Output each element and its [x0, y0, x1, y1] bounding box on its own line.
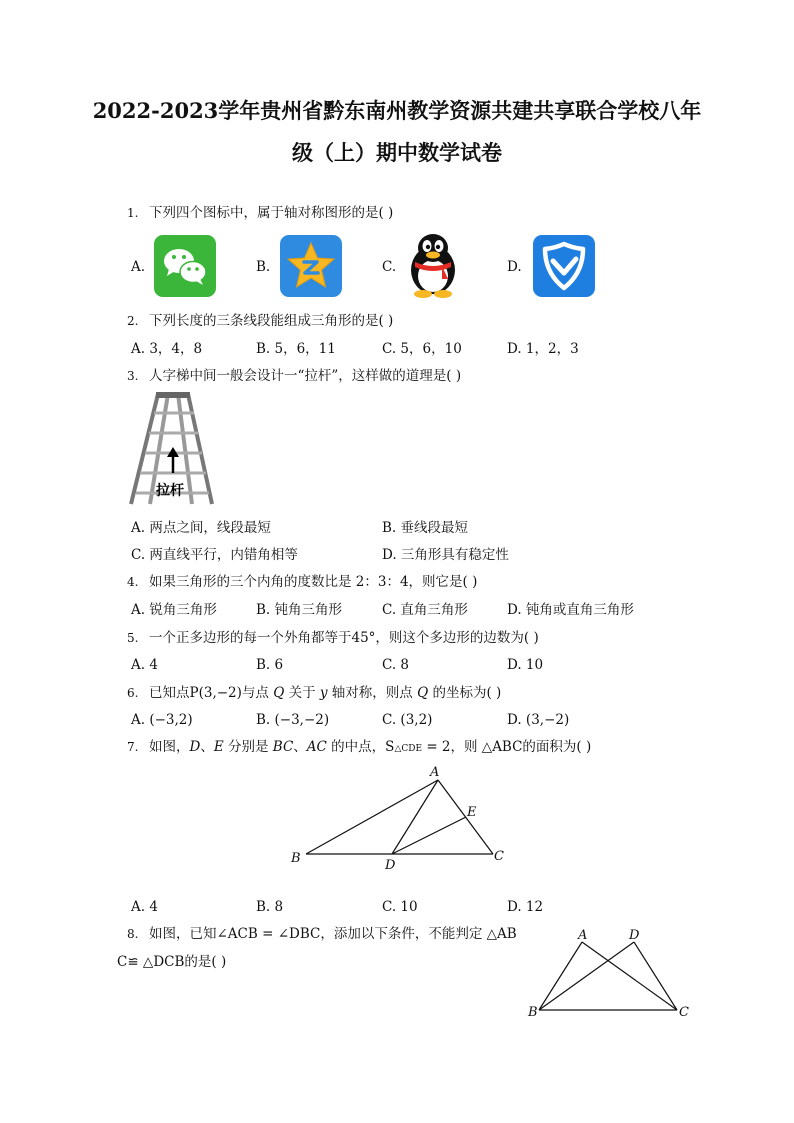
qq-penguin-icon	[402, 232, 464, 298]
shield-check-icon	[533, 235, 595, 297]
option-c: C. 8	[382, 657, 410, 673]
triangle-figure-q7	[288, 762, 510, 872]
option-a: A. 3，4，8	[131, 341, 203, 357]
area-subscript: △CDE	[394, 744, 423, 754]
question-text-part: 的坐标为( )	[428, 685, 502, 701]
point-q: Q	[417, 685, 429, 701]
axis-y: y	[319, 685, 328, 701]
option-d: D. 10	[507, 657, 544, 673]
option-b: B.	[256, 259, 271, 275]
question-number: 2.	[127, 314, 139, 328]
option-b: B. 钝角三角形	[256, 602, 343, 618]
option-a: A. 两点之间，线段最短	[131, 520, 271, 536]
question-text-part: 的中点，S	[326, 739, 395, 755]
question-number: 5.	[127, 631, 139, 645]
question-text-part: 已知点P(3,−2)与点	[149, 685, 274, 701]
question-text: 下列长度的三条线段能组成三角形的是( )	[149, 313, 394, 329]
question-number: 4.	[127, 575, 139, 589]
option-a: A. (−3,2)	[131, 712, 193, 728]
point-e: E	[213, 739, 224, 755]
question-text-part: 、	[200, 739, 214, 755]
option-d: D. 1，2，3	[507, 341, 579, 357]
question-text-part: = 2，则 △ABC的面积为( )	[422, 739, 592, 755]
option-b: B. (−3,−2)	[256, 712, 330, 728]
question-text-part: 如图，	[149, 739, 190, 755]
question-text-part: 关于	[284, 685, 320, 701]
label-a: A	[430, 765, 440, 780]
label-c: C	[494, 849, 504, 864]
option-b: B. 垂线段最短	[382, 520, 469, 536]
option-c: C. (3,2)	[382, 712, 433, 728]
question-number: 7.	[127, 740, 139, 754]
segment-ac: AC	[306, 739, 327, 755]
question-number: 1.	[127, 206, 139, 220]
option-b: B. 6	[256, 657, 284, 673]
question-8	[127, 925, 517, 943]
question-text: 一个正多边形的每一个外角都等于45°，则这个多边形的边数为( )	[149, 630, 539, 646]
question-4	[127, 573, 477, 591]
point-q: Q	[273, 685, 285, 701]
question-2	[127, 312, 393, 330]
question-5	[127, 629, 539, 647]
question-text: 下列四个图标中，属于轴对称图形的是( )	[149, 205, 394, 221]
point-d: D	[189, 739, 201, 755]
question-text: 如果三角形的三个内角的度数比是 2：3：4，则它是( )	[149, 574, 478, 590]
option-a: A. 锐角三角形	[131, 602, 217, 618]
option-d: D.	[507, 259, 522, 275]
option-d: D. (3,−2)	[507, 712, 570, 728]
label-b: B	[291, 851, 301, 866]
option-b: B. 8	[256, 899, 284, 915]
label-d: D	[629, 928, 640, 943]
label-c: C	[679, 1005, 689, 1020]
triangle-figure-q8	[522, 926, 697, 1022]
question-text: 如图，已知∠ACB = ∠DBC，添加以下条件，不能判定 △AB	[149, 926, 517, 942]
segment-bc: BC	[272, 739, 294, 755]
label-d: D	[385, 858, 396, 872]
option-c: C.	[382, 259, 397, 275]
option-d: D. 三角形具有稳定性	[382, 547, 509, 563]
pull-rod-label: 拉杆	[156, 483, 184, 499]
star-z-icon	[280, 235, 342, 297]
label-b: B	[528, 1005, 538, 1020]
question-7	[127, 738, 591, 758]
option-a: A.	[131, 259, 146, 275]
option-d: D. 钝角或直角三角形	[507, 602, 634, 618]
question-6	[127, 684, 501, 702]
question-3	[127, 367, 461, 385]
question-8-line2	[117, 953, 226, 971]
exam-title-line2: 级（上）期中数学试卷	[292, 140, 502, 165]
question-number: 3.	[127, 369, 139, 383]
option-a: A. 4	[131, 899, 158, 915]
question-number: 8.	[127, 927, 139, 941]
ladder-figure	[128, 391, 216, 507]
option-a: A. 4	[131, 657, 158, 673]
wechat-icon	[154, 235, 216, 297]
exam-title-line1: 2022-2023学年贵州省黔东南州教学资源共建共享联合学校八年	[92, 98, 702, 123]
question-1	[127, 204, 393, 222]
option-c: C. 5，6，10	[382, 341, 462, 357]
question-number: 6.	[127, 686, 139, 700]
option-b: B. 5，6，11	[256, 341, 336, 357]
question-text-part: 轴对称，则点	[327, 685, 418, 701]
option-d: D. 12	[507, 899, 544, 915]
question-text-part: 分别是	[223, 739, 273, 755]
option-c: C. 两直线平行，内错角相等	[131, 547, 298, 563]
label-a: A	[578, 928, 588, 943]
option-c: C. 直角三角形	[382, 602, 468, 618]
option-c: C. 10	[382, 899, 418, 915]
question-text: C≌ △DCB的是( )	[117, 954, 227, 970]
question-text: 人字梯中间一般会设计一“拉杆”，这样做的道理是( )	[149, 368, 462, 384]
label-e: E	[467, 805, 477, 820]
question-text-part: 、	[293, 739, 307, 755]
